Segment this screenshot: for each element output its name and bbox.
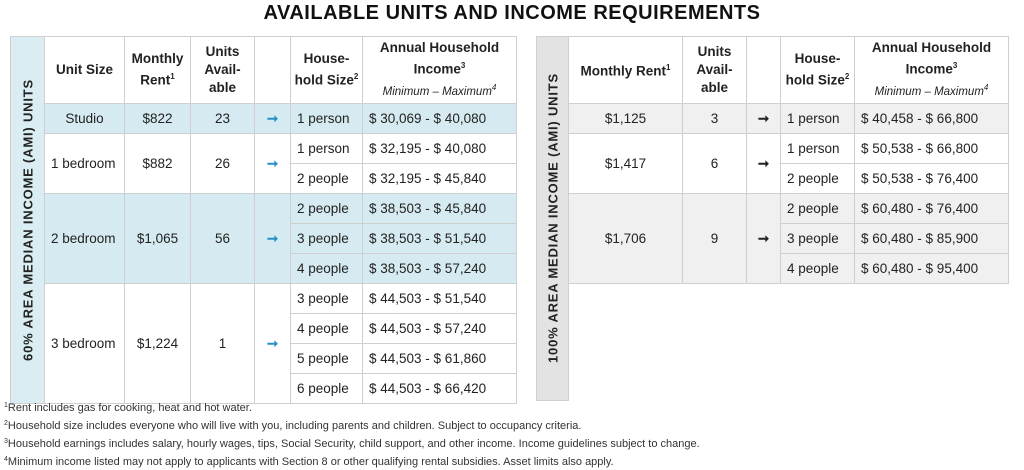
empty-row — [537, 284, 1009, 314]
household-size-cell: 2 people — [781, 194, 855, 224]
empty-cell — [569, 342, 1009, 371]
unit-size-cell: Studio — [45, 104, 125, 134]
footnote — [4, 434, 1014, 452]
income-range-cell: $ 40,458 - $ 66,800 — [855, 104, 1009, 134]
header-units-available: Units Avail- able — [683, 37, 747, 104]
units-available-cell: 6 — [683, 134, 747, 194]
units-available-cell: 9 — [683, 194, 747, 284]
table-row — [11, 194, 517, 224]
empty-cell — [569, 371, 1009, 400]
arrow-icon: ➞ — [255, 104, 291, 134]
household-size-cell: 1 person — [781, 104, 855, 134]
table-row — [537, 134, 1009, 164]
monthly-rent-cell: $882 — [125, 134, 191, 194]
income-range-cell: $ 60,480 - $ 76,400 — [855, 194, 1009, 224]
ami60-side-label-text: 60% AREA MEDIAN INCOME (AMI) UNITS — [20, 79, 35, 361]
footnotes — [4, 398, 1014, 470]
footnote-number: 4 — [4, 456, 8, 463]
household-size-cell: 3 people — [291, 284, 363, 314]
income-range-cell: $ 38,503 - $ 51,540 — [363, 224, 517, 254]
income-range-cell: $ 32,195 - $ 40,080 — [363, 134, 517, 164]
ami60-table — [10, 36, 517, 404]
table-row — [537, 194, 1009, 224]
units-available-cell: 26 — [191, 134, 255, 194]
arrow-icon: ➞ — [747, 194, 781, 284]
household-size-cell: 5 people — [291, 344, 363, 374]
household-size-cell: 3 people — [291, 224, 363, 254]
household-size-cell: 2 people — [291, 164, 363, 194]
income-range-cell: $ 50,538 - $ 76,400 — [855, 164, 1009, 194]
table-row — [537, 104, 1009, 134]
arrow-icon: ➞ — [255, 134, 291, 194]
units-available-cell: 1 — [191, 284, 255, 404]
footnote-text: Household earnings includes salary, hourly wages, tips, Social Security, child support, and other income. Income guidelines subject to change. — [7, 438, 700, 450]
units-available-cell: 56 — [191, 194, 255, 284]
household-size-cell: 4 people — [781, 254, 855, 284]
table-row — [11, 104, 517, 134]
header-monthly-rent: Monthly Rent$^1$ — [569, 37, 683, 104]
income-range-cell: $ 44,503 - $ 51,540 — [363, 284, 517, 314]
monthly-rent-cell: $1,417 — [569, 134, 683, 194]
footnote-text: Rent includes gas for cooking, heat and hot water. — [7, 402, 252, 414]
header-household-size: House- hold Size$^2$ — [291, 37, 363, 104]
units-available-cell: 3 — [683, 104, 747, 134]
monthly-rent-cell: $1,125 — [569, 104, 683, 134]
empty-row — [537, 342, 1009, 371]
household-size-cell: 4 people — [291, 254, 363, 284]
monthly-rent-cell: $1,224 — [125, 284, 191, 404]
household-size-cell: 2 people — [781, 164, 855, 194]
unit-size-cell: 3 bedroom — [45, 284, 125, 404]
ami100-table — [536, 36, 1009, 401]
arrow-icon: ➞ — [747, 104, 781, 134]
arrow-icon: ➞ — [255, 194, 291, 284]
income-range-cell: $ 44,503 - $ 61,860 — [363, 344, 517, 374]
household-size-cell: 4 people — [291, 314, 363, 344]
income-range-cell: $ 60,480 - $ 85,900 — [855, 224, 1009, 254]
footnote — [4, 416, 1014, 434]
header-units-available: Units Avail- able — [191, 37, 255, 104]
header-unit-size: Unit Size — [45, 37, 125, 104]
income-range-cell: $ 38,503 - $ 57,240 — [363, 254, 517, 284]
header-household-size: House- hold Size$^2$ — [781, 37, 855, 104]
table-row — [11, 284, 517, 314]
arrow-icon: ➞ — [255, 284, 291, 404]
footnote-number: 2 — [4, 420, 8, 427]
household-size-cell: 6 people — [291, 374, 363, 404]
ami60-side-label — [11, 37, 45, 404]
monthly-rent-cell: $822 — [125, 104, 191, 134]
household-size-cell: 1 person — [781, 134, 855, 164]
header-arrow-spacer — [255, 37, 291, 104]
header-monthly-rent: Monthly Rent$^1$ — [125, 37, 191, 104]
footnote-number: 3 — [4, 438, 8, 445]
income-range-cell: $ 44,503 - $ 57,240 — [363, 314, 517, 344]
income-range-cell: $ 30,069 - $ 40,080 — [363, 104, 517, 134]
ami100-side-label — [537, 37, 569, 401]
income-range-cell: $ 38,503 - $ 45,840 — [363, 194, 517, 224]
units-available-cell: 23 — [191, 104, 255, 134]
footnote-number: 1 — [4, 402, 8, 409]
footnote — [4, 398, 1014, 416]
income-range-cell: $ 44,503 - $ 66,420 — [363, 374, 517, 404]
ami100-side-label-text: 100% AREA MEDIAN INCOME (AMI) UNITS — [545, 73, 560, 364]
empty-cell — [569, 313, 1009, 342]
empty-cell — [569, 284, 1009, 314]
unit-size-cell: 2 bedroom — [45, 194, 125, 284]
footnote-text: Household size includes everyone who will live with you, including parents and children. Subject to occupancy criteria. — [7, 420, 582, 432]
household-size-cell: 2 people — [291, 194, 363, 224]
income-range-cell: $ 32,195 - $ 45,840 — [363, 164, 517, 194]
footnote — [4, 452, 1014, 470]
page-title: AVAILABLE UNITS AND INCOME REQUIREMENTS — [263, 2, 761, 24]
household-size-cell: 1 person — [291, 134, 363, 164]
monthly-rent-cell: $1,706 — [569, 194, 683, 284]
header-annual-income: Annual Household Income$^3$ Minimum – Maximum$^4$ — [855, 37, 1009, 104]
empty-row — [537, 313, 1009, 342]
table-row — [11, 134, 517, 164]
header-arrow-spacer — [747, 37, 781, 104]
empty-row — [537, 371, 1009, 400]
header-annual-income: Annual Household Income$^3$ Minimum – Maximum$^4$ — [363, 37, 517, 104]
unit-size-cell: 1 bedroom — [45, 134, 125, 194]
income-range-cell: $ 60,480 - $ 95,400 — [855, 254, 1009, 284]
income-range-cell: $ 50,538 - $ 66,800 — [855, 134, 1009, 164]
footnote-text: Minimum income listed may not apply to applicants with Section 8 or other qualifying rental subsidies. Asset limits also apply. — [7, 456, 614, 468]
household-size-cell: 1 person — [291, 104, 363, 134]
monthly-rent-cell: $1,065 — [125, 194, 191, 284]
arrow-icon: ➞ — [747, 134, 781, 194]
household-size-cell: 3 people — [781, 224, 855, 254]
